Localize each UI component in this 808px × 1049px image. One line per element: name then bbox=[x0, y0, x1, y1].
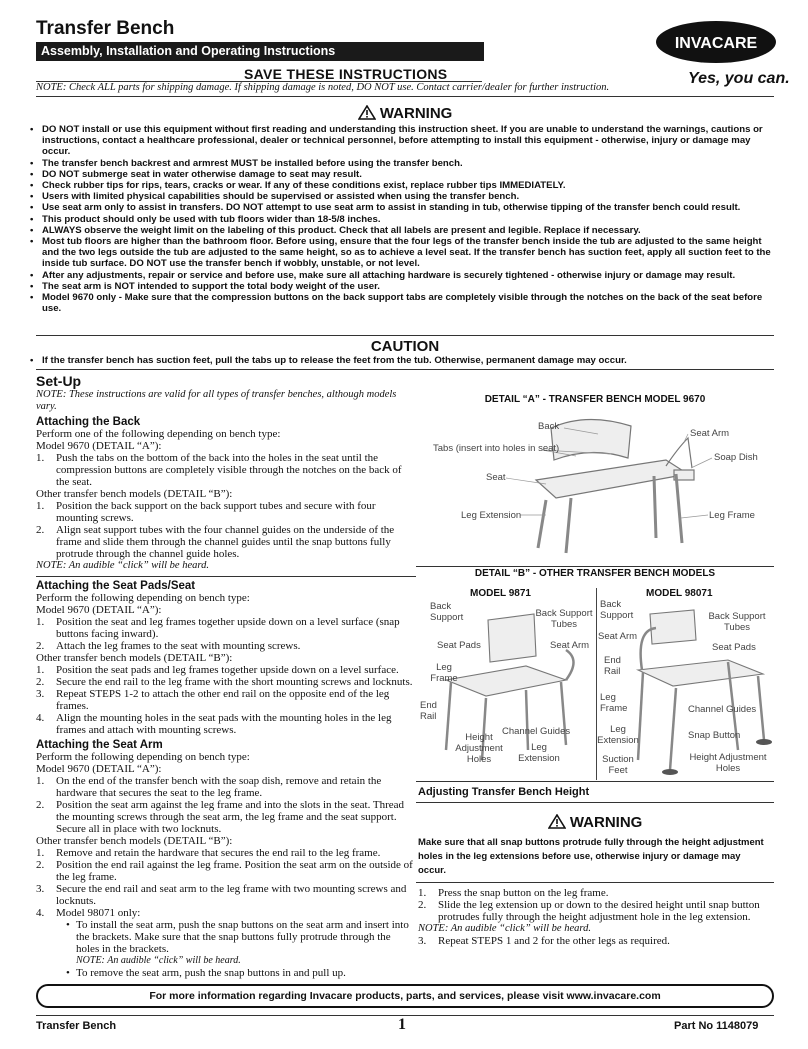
part-number: Part No 1148079 bbox=[674, 1020, 759, 1032]
list-item: • This product should only be used with tub floors wider than 18-5/8 inches. bbox=[28, 214, 774, 225]
step: 2. Secure the end rail to the leg frame with the short mounting screws and locknuts. bbox=[36, 676, 413, 688]
document-title: Transfer Bench bbox=[36, 18, 175, 39]
body-text: Perform one of the following depending on bench type: bbox=[36, 428, 281, 440]
list-item: • The transfer bench backrest and armrest MUST be installed before using the transfer bench. bbox=[28, 158, 774, 169]
svg-text:INVACARE: INVACARE bbox=[674, 35, 758, 52]
list-item: • Check rubber tips for rips, tears, cracks or wear. If any of these conditions exist, replace rubber tips IMMEDIATELY. bbox=[28, 180, 774, 191]
body-text: Model 9670 (DETAIL “A”): bbox=[36, 763, 162, 775]
label-suction-feet: Suction Feet bbox=[602, 754, 634, 776]
attaching-back-heading: Attaching the Back bbox=[36, 416, 141, 428]
step: 1. Remove and retain the hardware that secures the end rail to the leg frame. bbox=[36, 847, 381, 859]
step-text: Position the seat and leg frames together upside down on a level surface (snap buttons facing inward). bbox=[56, 616, 400, 640]
list-item: • Model 9670 only - Make sure that the compression buttons on the back support tabs are completely visible through the notches on the back of the seat before use. bbox=[28, 292, 774, 314]
label-leg-extension: Leg Extension bbox=[518, 742, 560, 764]
attaching-arm-heading: Attaching the Seat Arm bbox=[36, 739, 163, 751]
label-channel-guides: Channel Guides bbox=[502, 726, 571, 737]
label-leg-frame: Leg Frame bbox=[430, 662, 458, 684]
tagline: Yes, you can. bbox=[688, 70, 790, 87]
label-soap-dish: Soap Dish bbox=[714, 452, 758, 463]
note-text: NOTE: An audible “click” will be heard. bbox=[418, 923, 591, 934]
invacare-logo bbox=[655, 20, 777, 68]
body-text: Model 9670 (DETAIL “A”): bbox=[36, 604, 162, 616]
warning-list bbox=[28, 124, 774, 314]
label-channel-guides: Channel Guides bbox=[688, 704, 757, 715]
step-text: Position the back support on the back support tubes and secure with four mounting screws. bbox=[56, 500, 376, 524]
setup-section bbox=[36, 373, 416, 979]
body-text: Model 9670 (DETAIL “A”): bbox=[36, 440, 162, 452]
list-item: • Use seat arm only to assist in transfers. DO NOT attempt to use seat arm to assist in standing in tub, otherwise tipping of the transfer bench could result. bbox=[28, 202, 774, 213]
step: 1. Press the snap button on the leg frame. bbox=[418, 887, 609, 899]
detail-b-title: DETAIL “B” - OTHER TRANSFER BENCH MODELS bbox=[474, 568, 716, 579]
step-text: Remove and retain the hardware that secures the end rail to the leg frame. bbox=[56, 847, 381, 859]
step: 3. Secure the end rail and seat arm to the leg frame with two mounting screws and locknuts. bbox=[36, 883, 407, 907]
label-snap-button: Snap Button bbox=[688, 730, 741, 741]
step-text: Push the tabs on the bottom of the back into the holes in the seat until the compression buttons are completely visible through the notches on the back of the seat. bbox=[56, 452, 402, 488]
step: 2. Slide the leg extension up or down to the desired height until snap button protrudes fully through the height adjustment hole in the leg extension. bbox=[418, 899, 760, 923]
label-back-support-tubes: Back Support Tubes bbox=[535, 608, 593, 630]
step: 1. Position the seat and leg frames together upside down on a level surface (snap buttons facing inward). bbox=[36, 616, 400, 640]
step: 4. Model 98071 only: bbox=[36, 907, 141, 919]
body-text: Other transfer bench models (DETAIL “B”): bbox=[36, 652, 233, 664]
info-footer-box bbox=[36, 984, 774, 1008]
step: 1. Position the back support on the back support tubes and secure with four mounting screws. bbox=[36, 500, 376, 524]
step-text: Position the seat pads and leg frames together upside down on a level surface. bbox=[56, 664, 399, 676]
body-text: Other transfer bench models (DETAIL “B”): bbox=[36, 488, 233, 500]
step: 1. On the end of the transfer bench with the soap dish, remove and retain the hardware that secures the seat to the leg frame. bbox=[36, 775, 382, 799]
warning-heading: WARNING bbox=[36, 105, 774, 122]
warning-triangle-icon bbox=[358, 105, 376, 120]
adjust-steps bbox=[418, 887, 772, 947]
subtitle-bar: Assembly, Installation and Operating Instructions bbox=[36, 42, 484, 61]
setup-note: NOTE: These instructions are valid for all types of transfer benches, although models vary. bbox=[36, 389, 397, 412]
body-text: Perform the following depending on bench type: bbox=[36, 751, 250, 763]
step-text: Position the seat arm against the leg frame and into the slots in the seat. Thread the mounting screws through the seat arm, the leg frame and the seat support. Secure all in place with two locknuts. bbox=[56, 799, 405, 835]
step: 2. Position the seat arm against the leg frame and into the slots in the seat. Thread the mounting screws through the seat arm, the leg frame and the seat support. Secure all in place with two locknuts. bbox=[36, 799, 405, 835]
label-seat: Seat bbox=[486, 472, 506, 483]
note-text: NOTE: An audible “click” will be heard. bbox=[36, 560, 209, 571]
step-text: Position the end rail against the leg frame. Position the seat arm on the outside of the leg frame. bbox=[56, 859, 413, 883]
shipping-note: NOTE: Check ALL parts for shipping damage. If shipping damage is noted, DO NOT use. Contact carrier/dealer for further instruction. bbox=[36, 82, 610, 93]
step-text: Align seat support tubes with the four channel guides on the underside of the frame and slide them through the channel guides until the snap buttons fully protrude through the channel guide holes. bbox=[56, 524, 395, 560]
step: 4. Align the mounting holes in the seat pads with the mounting holes in the leg frames and attach with mounting screws. bbox=[36, 712, 392, 736]
model-9871-label: MODEL 9871 bbox=[470, 588, 531, 599]
label-tabs: Tabs (insert into holes in seat) bbox=[433, 443, 560, 454]
caution-list bbox=[28, 355, 774, 366]
caution-heading: CAUTION bbox=[370, 338, 440, 355]
model-98071-label: MODEL 98071 bbox=[646, 588, 713, 599]
detail-a-title: DETAIL “A” - TRANSFER BENCH MODEL 9670 bbox=[484, 394, 706, 405]
label-back-support: Back Support bbox=[430, 601, 464, 623]
step-text: Repeat STEPS 1-2 to attach the other end rail on the opposite end of the leg frames. bbox=[56, 688, 390, 712]
label-end-rail: End Rail bbox=[420, 700, 437, 722]
bullet-text: To install the seat arm, push the snap buttons on the seat arm and insert into the brackets. Make sure that the snap buttons fully protrude through the holes in the brackets. bbox=[76, 919, 409, 955]
note-text: NOTE: An audible “click” will be heard. bbox=[76, 955, 241, 966]
save-instructions-heading: SAVE THESE INSTRUCTIONS bbox=[244, 66, 448, 82]
list-item: • DO NOT submerge seat in water otherwise damage to seat may result. bbox=[28, 169, 774, 180]
warning-triangle-icon bbox=[548, 814, 566, 829]
label-leg-frame: Leg Frame bbox=[600, 692, 628, 714]
list-item: • The seat arm is NOT intended to support the total body weight of the user. bbox=[28, 281, 774, 292]
step: 3. Repeat STEPS 1 and 2 for the other legs as required. bbox=[418, 935, 670, 947]
step-text: On the end of the transfer bench with the soap dish, remove and retain the hardware that secures the seat to the leg frame. bbox=[56, 775, 382, 799]
step-text: Press the snap button on the leg frame. bbox=[438, 887, 609, 899]
adjusting-height-heading: Adjusting Transfer Bench Height bbox=[418, 786, 590, 798]
label-seat-arm: Seat Arm bbox=[550, 640, 590, 651]
step-text: Repeat STEPS 1 and 2 for the other legs as required. bbox=[438, 935, 670, 947]
page-number: 1 bbox=[398, 1016, 406, 1033]
label-leg-extension: Leg Extension bbox=[597, 724, 639, 746]
list-item: • DO NOT install or use this equipment without first reading and understanding this instruction sheet. If you are unable to understand the warnings, cautions or instructions, contact a healthcare professional, dealer or technical personnel, before attempting to install this equipment - otherwise, injury or damage may occur. bbox=[28, 124, 774, 158]
bullet bbox=[66, 919, 416, 955]
label-leg-extension: Leg Extension bbox=[461, 510, 522, 521]
label-leg-frame: Leg Frame bbox=[709, 510, 755, 521]
step-text: Slide the leg extension up or down to the desired height until snap button protrudes fully through the height adjustment hole in the leg extension. bbox=[438, 899, 760, 923]
label-seat-arm: Seat Arm bbox=[598, 631, 638, 642]
label-seat-pads: Seat Pads bbox=[437, 640, 481, 651]
info-footer-text: For more information regarding Invacare products, parts, and services, please visit www.invacare.com bbox=[149, 990, 661, 1002]
step-text: Model 98071 only: bbox=[56, 907, 141, 919]
step: 1. Position the seat pads and leg frames together upside down on a level surface. bbox=[36, 664, 399, 676]
label-back-support: Back Support bbox=[600, 599, 634, 621]
label-back: Back bbox=[538, 421, 560, 432]
warning-heading-2: WARNING bbox=[416, 814, 774, 831]
list-item: • ALWAYS observe the weight limit on the labeling of this product. Check that all labels are present and legible. Replace if necessary. bbox=[28, 225, 774, 236]
list-item: • If the transfer bench has suction feet, pull the tabs up to release the feet from the tub. Otherwise, permanent damage may occur. bbox=[28, 355, 774, 366]
body-text: Other transfer bench models (DETAIL “B”): bbox=[36, 835, 233, 847]
step-text: Align the mounting holes in the seat pads with the mounting holes in the leg frames and attach with mounting screws. bbox=[56, 712, 392, 736]
step-text: Secure the end rail to the leg frame with the short mounting screws and locknuts. bbox=[56, 676, 413, 688]
step: 1. Push the tabs on the bottom of the back into the holes in the seat until the compression buttons are completely visible through the notches on the back of the seat. bbox=[36, 452, 402, 488]
bullet-text: To remove the seat arm, push the snap buttons in and pull up. bbox=[76, 967, 346, 979]
step: 3. Repeat STEPS 1-2 to attach the other end rail on the opposite end of the leg frames. bbox=[36, 688, 390, 712]
step-text: Secure the end rail and seat arm to the leg frame with two mounting screws and locknuts. bbox=[56, 883, 407, 907]
label-height-adjustment-holes: Height Adjustment Holes bbox=[455, 732, 503, 765]
list-item: • Most tub floors are higher than the bathroom floor. Before using, ensure that the four legs of the transfer bench inside the tub are adjusted to the same height and the two legs outside the tub are adjusted to the same height, so as to achieve a level seat. If the transfer bench has suction feet, apply all suction feet to the inside tub surface. DO NOT use the transfer bench if wobbly, unstable, or not level. bbox=[28, 236, 774, 270]
attaching-seat-heading: Attaching the Seat Pads/Seat bbox=[36, 580, 196, 592]
height-warning-text: Make sure that all snap buttons protrude fully through the height adjustment holes in the leg extensions before use, otherwise injury or damage may occur. bbox=[418, 837, 764, 876]
step: 2. Attach the leg frames to the seat with mounting screws. bbox=[36, 640, 301, 652]
body-text: Perform the following depending on bench type: bbox=[36, 592, 250, 604]
bullet bbox=[66, 967, 416, 979]
label-height-adjustment-holes: Height Adjustment Holes bbox=[689, 752, 767, 774]
step: 2. Position the end rail against the leg frame. Position the seat arm on the outside of the leg frame. bbox=[36, 859, 413, 883]
label-seat-arm: Seat Arm bbox=[690, 428, 730, 439]
model-divider bbox=[596, 588, 597, 780]
label-end-rail: End Rail bbox=[604, 655, 621, 677]
list-item: • After any adjustments, repair or service and before use, make sure all attaching hardware is securely tightened - otherwise injury or damage may result. bbox=[28, 270, 774, 281]
label-back-support-tubes: Back Support Tubes bbox=[708, 611, 766, 633]
footer-left: Transfer Bench bbox=[36, 1020, 117, 1032]
step-text: Attach the leg frames to the seat with mounting screws. bbox=[56, 640, 301, 652]
list-item: • Users with limited physical capabilities should be supervised or assisted when using the transfer bench. bbox=[28, 191, 774, 202]
setup-heading: Set-Up bbox=[36, 373, 82, 389]
step: 2. Align seat support tubes with the four channel guides on the underside of the frame and slide them through the channel guides until the snap buttons fully protrude through the channel guide holes. bbox=[36, 524, 395, 560]
label-seat-pads: Seat Pads bbox=[712, 642, 756, 653]
